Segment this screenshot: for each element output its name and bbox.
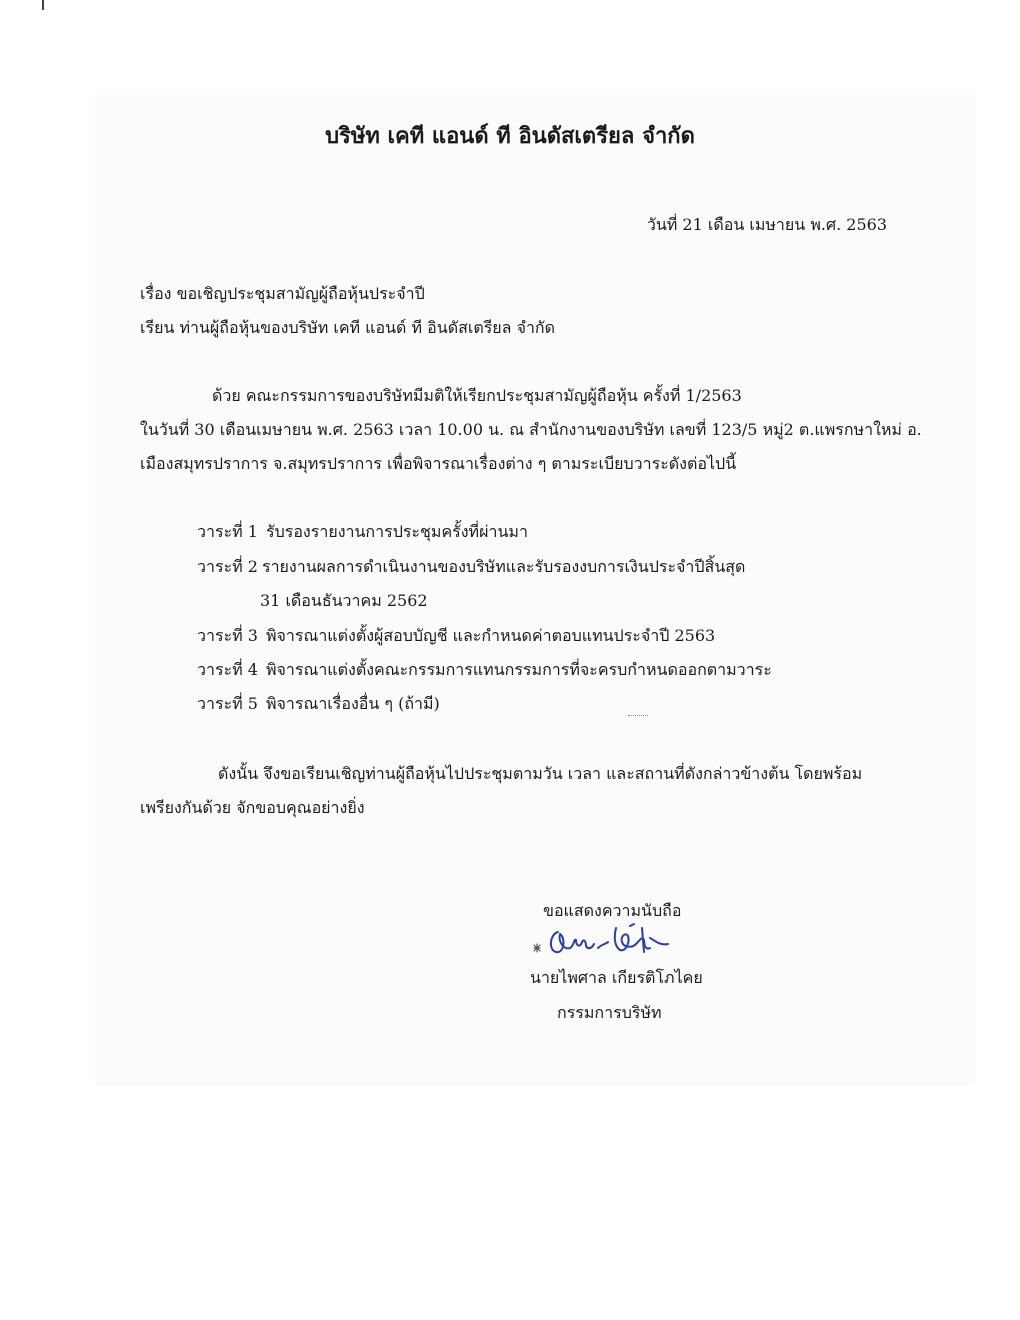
agenda-item-1: [197, 521, 528, 543]
agenda-label: วาระที่ 1: [197, 522, 258, 541]
intro-line-2: ในวันที่ 30 เดือนเมษายน พ.ศ. 2563 เวลา 10.00 น. ณ สำนักงานของบริษัท เลขที่ 123/5 หมู่2 ต.แพรกษาใหม่ อ.: [140, 420, 922, 439]
closing-line-2: เพรียงกันด้วย จักขอบคุณอย่างยิ่ง: [140, 798, 365, 817]
agenda-label: วาระที่ 3: [197, 626, 258, 645]
company-title: บริษัท เคที แอนด์ ที อินดัสเตรียล จำกัด: [325, 123, 695, 149]
agenda-text: พิจารณาเรื่องอื่น ๆ (ถ้ามี): [265, 694, 440, 713]
sign-off: ขอแสดงความนับถือ: [543, 901, 682, 920]
agenda-item-2-continuation: 31 เดือนธันวาคม 2562: [260, 591, 428, 610]
handwritten-signature: [530, 918, 690, 968]
intro-line-1: ด้วย คณะกรรมการของบริษัทมีมติให้เรียกประชุมสามัญผู้ถือหุ้น ครั้งที่ 1/2563: [212, 386, 742, 405]
scan-mark: [42, 0, 44, 10]
agenda-label: วาระที่ 5: [197, 694, 258, 713]
signer-name: นายไพศาล เกียรติโภไคย: [530, 968, 703, 987]
letter-subject: เรื่อง ขอเชิญประชุมสามัญผู้ถือหุ้นประจำปี: [140, 284, 425, 303]
agenda-text: รับรองรายงานการประชุมครั้งที่ผ่านมา: [265, 522, 528, 541]
closing-line-1: ดังนั้น จึงขอเรียนเชิญท่านผู้ถือหุ้นไปประชุมตามวัน เวลา และสถานที่ดังกล่าวข้างต้น โดยพร้อม: [218, 764, 863, 783]
agenda-item-5: [197, 693, 440, 715]
agenda-label: วาระที่ 4: [197, 660, 258, 679]
letter-date: วันที่ 21 เดือน เมษายน พ.ศ. 2563: [646, 215, 887, 234]
letter-recipient: เรียน ท่านผู้ถือหุ้นของบริษัท เคที แอนด์ ที อินดัสเตรียล จำกัด: [140, 318, 556, 337]
agenda-item-3: [197, 625, 715, 647]
agenda-text: พิจารณาแต่งตั้งคณะกรรมการแทนกรรมการที่จะครบกำหนดออกตามวาระ: [265, 660, 772, 679]
stray-mark: [628, 715, 648, 717]
agenda-text: รายงานผลการดำเนินงานของบริษัทและรับรองงบการเงินประจำปีสิ้นสุด: [261, 557, 746, 576]
intro-line-3: เมืองสมุทรปราการ จ.สมุทรปราการ เพื่อพิจารณาเรื่องต่าง ๆ ตามระเบียบวาระดังต่อไปนี้: [140, 454, 737, 473]
agenda-item-4: [197, 659, 772, 681]
signer-position: กรรมการบริษัท: [557, 1003, 662, 1022]
agenda-label: วาระที่ 2: [197, 557, 258, 576]
agenda-item-2: [197, 556, 745, 578]
agenda-text: พิจารณาแต่งตั้งผู้สอบบัญชี และกำหนดค่าตอบแทนประจำปี 2563: [265, 626, 716, 645]
